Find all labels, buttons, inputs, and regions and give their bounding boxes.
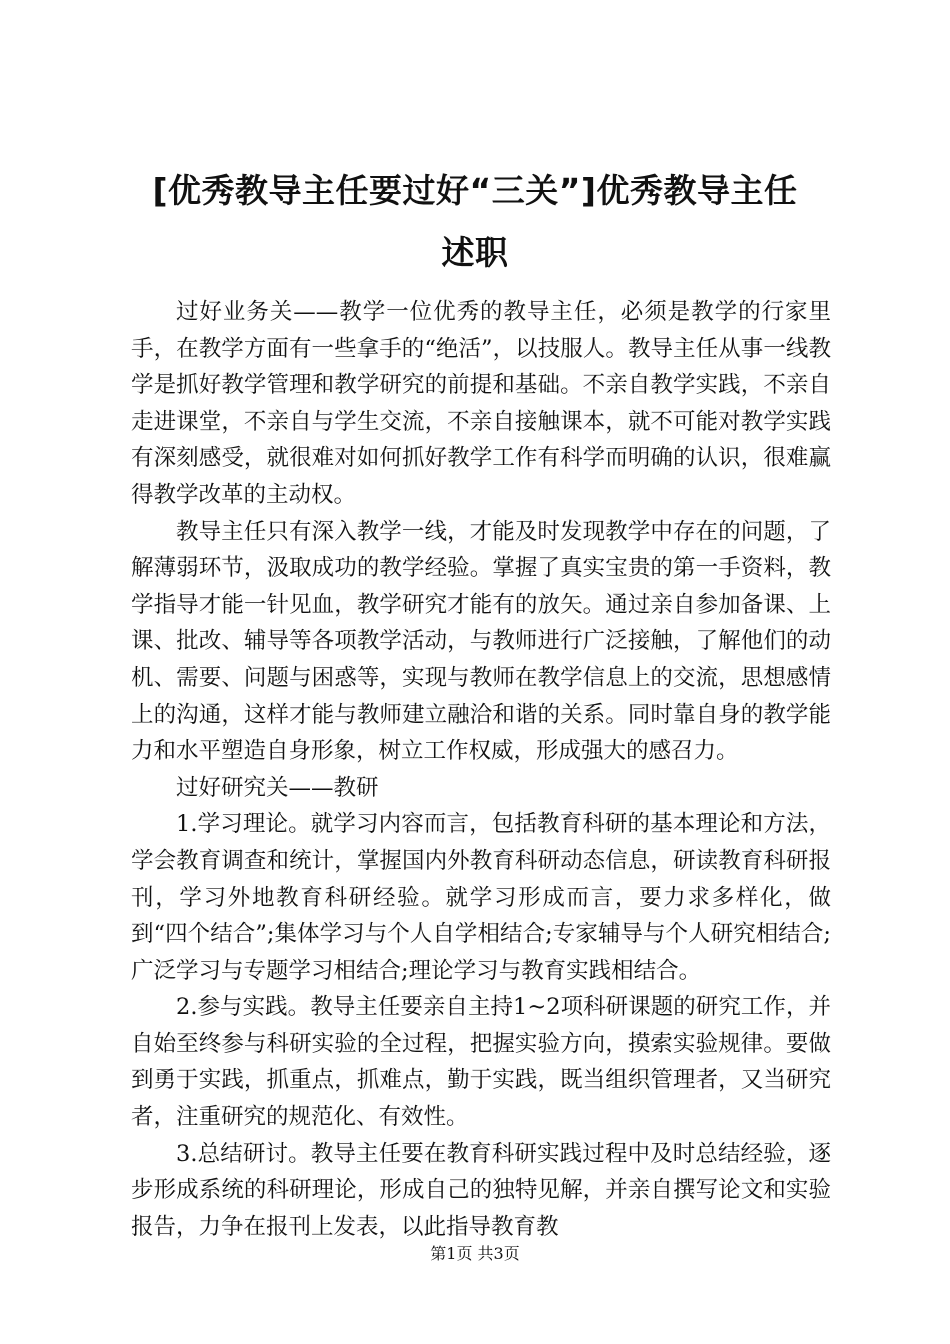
paragraph: 教导主任只有深入教学一线，才能及时发现教学中存在的问题，了解薄弱环节，汲取成功的教学经验。掌握了真实宝贵的第一手资料，教学指导才能一针见血，教学研究才能有的放矢。通过亲自参加备课、上课、批改、辅导等各项教学活动，与教师进行广泛接触，了解他们的动机、需要、问题与困惑等，实现与教师在教学信息上的交流，思想感情上的沟通，这样才能与教师建立融洽和谐的关系。同时靠自身的教学能力和水平塑造自身形象，树立工作权威，形成强大的感召力。 [131,518,831,765]
document-body [131,294,831,1245]
paragraph: 3.总结研讨。教导主任要在教育科研实践过程中及时总结经验，逐步形成系统的科研理论，形成自己的独特见解，并亲自撰写论文和实验报告，力争在报刊上发表，以此指导教育教 [131,1140,831,1240]
paragraph: 2.参与实践。教导主任要亲自主持1~2项科研课题的研究工作，并自始至终参与科研实验的全过程，把握实验方向，摸索实验规律。要做到勇于实践，抓重点，抓难点，勤于实践，既当组织管理者，又当研究者，注重研究的规范化、有效性。 [131,994,831,1131]
paragraph: 1.学习理论。就学习内容而言，包括教育科研的基本理论和方法，学会教育调查和统计，掌握国内外教育科研动态信息，研读教育科研报刊，学习外地教育科研经验。就学习形成而言，要力求多样化，做到“四个结合”;集体学习与个人自学相结合;专家辅导与个人研究相结合;广泛学习与专题学习相结合;理论学习与教育实践相结合。 [131,811,831,984]
section-heading: 过好研究关——教研 [176,774,379,801]
page-number-footer: 第1页 共3页 [430,1244,520,1263]
title-line-1: [优秀教导主任要过好“三关”]优秀教导主任 [152,171,798,210]
title-line-2: 述职 [441,233,509,272]
paragraph: 过好业务关——教学一位优秀的教导主任，必须是教学的行家里手，在教学方面有一些拿手的“绝活”，以技服人。教导主任从事一线教学是抓好教学管理和教学研究的前提和基础。不亲自教学实践，不亲自走进课堂，不亲自与学生交流，不亲自接触课本，就不可能对教学实践有深刻感受，就很难对如何抓好教学工作有科学而明确的认识，很难赢得教学改革的主动权。 [131,299,831,508]
document-title [110,160,840,284]
